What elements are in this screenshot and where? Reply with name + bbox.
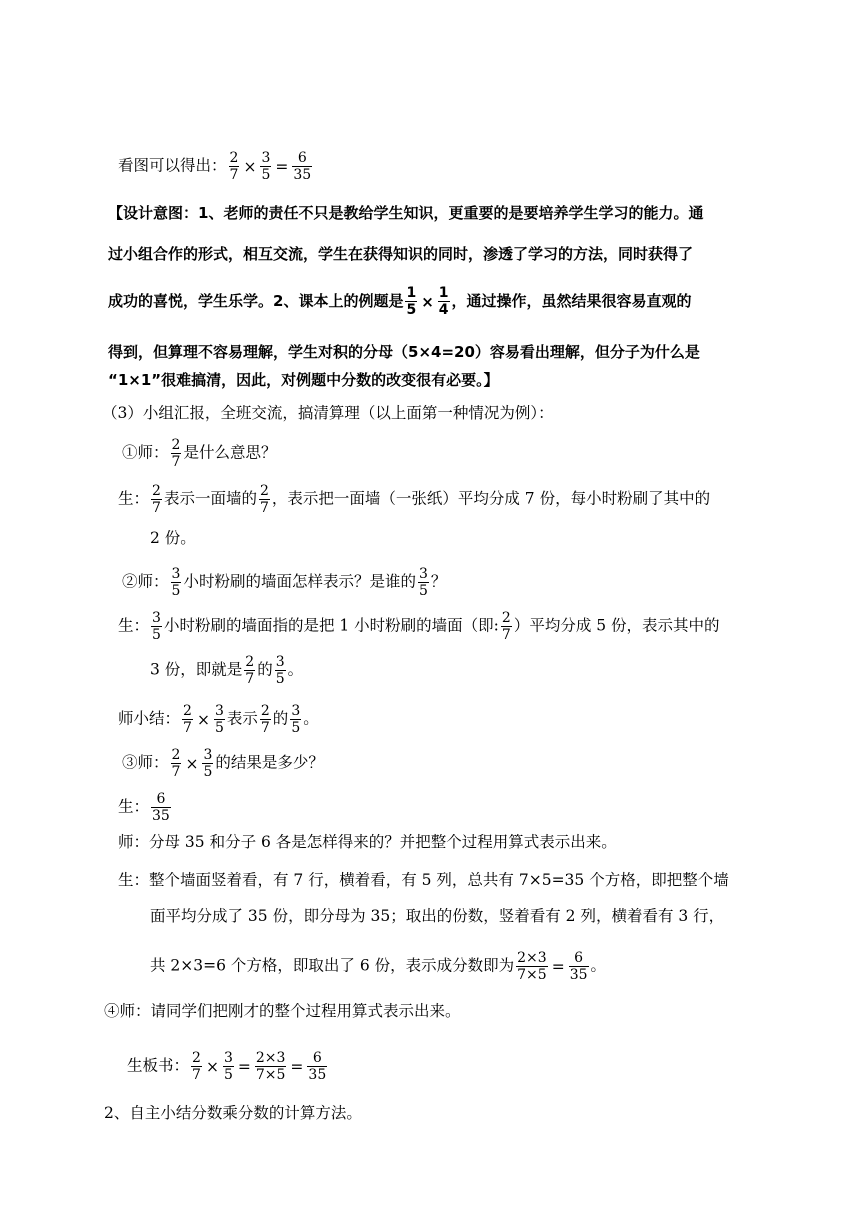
fraction: $\frac{3}{5}$ xyxy=(261,150,271,183)
student-a1: 生： $\frac{2}{7}$ 表示一面墙的 $\frac{2}{7}$ ，表示把一面墙（一张纸）平均分成 7 份，每小时粉刷了其中的 xyxy=(118,483,711,516)
design-line-4: 得到，但算理不容易理解，学生对积的分母（5×4=20）容易看出理解，但分子为什么是 xyxy=(108,343,700,361)
fraction: $\frac{6}{35}$ xyxy=(293,150,312,183)
fraction: $\frac{3}{5}$ xyxy=(152,610,161,643)
fraction: $\frac{1}{4}$ xyxy=(438,285,449,318)
fraction: $\frac{2\times 3}{7\times 5}$ xyxy=(517,950,547,983)
teacher-q3-followup: 师：分母 35 和分子 6 各是怎样得来的？并把整个过程用算式表示出来。 xyxy=(118,833,617,851)
fraction: $\frac{3}{5}$ xyxy=(203,747,213,780)
fraction: $\frac{2}{7}$ xyxy=(192,1050,201,1083)
fraction: $\frac{2}{7}$ xyxy=(501,610,511,643)
student-board: 生板书： $\frac{2}{7}$ × $\frac{3}{5}$ = $\frac{2\times 3}{7\times 5}$ = $\frac{6}{35}$ xyxy=(127,1050,327,1083)
fraction: $\frac{2}{7}$ xyxy=(229,150,239,183)
fraction: $\frac{2}{7}$ xyxy=(171,747,181,780)
teacher-q2: ②师： $\frac{3}{5}$ 小时粉刷的墙面怎样表示？是谁的 $\frac{3}{5}$ ？ xyxy=(122,566,447,599)
fraction: $\frac{3}{5}$ xyxy=(171,566,181,599)
fraction: $\frac{2}{7}$ xyxy=(260,703,270,736)
student-a4-line1: 生：整个墙面竖着看，有 7 行，横着看，有 5 列，总共有 7×5=35 个方格，即把整个墙 xyxy=(118,871,729,889)
fraction: $\frac{6}{35}$ xyxy=(569,950,588,983)
design-line-3: 成功的喜悦，学生乐学。2、课本上的例题是 $\frac{1}{5}$ × $\frac{1}{4}$ ，通过操作，虽然结果很容易直观的 xyxy=(108,285,692,318)
fraction: $\frac{6}{35}$ xyxy=(308,1050,327,1083)
section-2-heading: 2、自主小结分数乘分数的计算方法。 xyxy=(104,1104,362,1122)
result-line: 看图可以得出： $\frac{2}{7}$ × $\frac{3}{5}$ = $\frac{6}{35}$ xyxy=(118,150,312,183)
student-a4-line3: 共 2×3=6 个方格，即取出了 6 份，表示成分数即为 $\frac{2\times 3}{7\times 5}$ = $\frac{6}{35}$ 。 xyxy=(150,950,607,983)
fraction: $\frac{2}{7}$ xyxy=(183,703,192,736)
fraction: $\frac{3}{5}$ xyxy=(291,703,301,736)
fraction: $\frac{3}{5}$ xyxy=(214,703,224,736)
student-a2-cont: 3 份，即就是 $\frac{2}{7}$ 的 $\frac{3}{5}$ 。 xyxy=(150,654,304,687)
fraction: $\frac{1}{5}$ xyxy=(406,285,417,318)
student-a1-cont: 2 份。 xyxy=(150,529,196,547)
fraction: $\frac{2\times 3}{7\times 5}$ xyxy=(255,1050,286,1083)
fraction: $\frac{2}{7}$ xyxy=(245,654,255,687)
fraction: $\frac{3}{5}$ xyxy=(223,1050,233,1083)
fraction: $\frac{3}{5}$ xyxy=(418,566,428,599)
teacher-q1: ①师： $\frac{2}{7}$ 是什么意思？ xyxy=(122,437,277,470)
fraction: $\frac{2}{7}$ xyxy=(152,483,161,516)
design-line-1: 【设计意图：1、老师的责任不只是教给学生知识，更重要的是要培养学生学习的能力。通 xyxy=(108,204,704,222)
fraction: $\frac{6}{35}$ xyxy=(152,791,170,824)
fraction: $\frac{3}{5}$ xyxy=(275,654,285,687)
student-a2: 生： $\frac{3}{5}$ 小时粉刷的墙面指的是把 1 小时粉刷的墙面（即: $\frac{2}{7}$ ）平均分成 5 份，表示其中的 xyxy=(118,610,720,643)
section-3-heading: （3）小组汇报，全班交流，搞清算理（以上面第一种情况为例）： xyxy=(102,404,554,422)
teacher-q3: ③师： $\frac{2}{7}$ × $\frac{3}{5}$ 的结果是多少？ xyxy=(122,747,324,780)
student-a4-line2: 面平均分成了 35 份，即分母为 35；取出的份数，竖着看有 2 列，横着看有 3 行， xyxy=(150,907,725,925)
fraction: $\frac{2}{7}$ xyxy=(259,483,269,516)
design-line-5: “1×1”很难搞清，因此，对例题中分数的改变很有必要。】 xyxy=(108,371,499,389)
design-line-2: 过小组合作的形式，相互交流，学生在获得知识的同时，渗透了学习的方法，同时获得了 xyxy=(108,245,694,263)
fraction: $\frac{2}{7}$ xyxy=(171,437,181,470)
teacher-summary: 师小结： $\frac{2}{7}$ × $\frac{3}{5}$ 表示 $\frac{2}{7}$ 的 $\frac{3}{5}$ 。 xyxy=(118,703,319,736)
student-a3: 生： $\frac{6}{35}$ xyxy=(118,791,170,824)
result-label: 看图可以得出： xyxy=(118,156,227,175)
teacher-q4: ④师：请同学们把刚才的整个过程用算式表示出来。 xyxy=(104,1002,461,1020)
